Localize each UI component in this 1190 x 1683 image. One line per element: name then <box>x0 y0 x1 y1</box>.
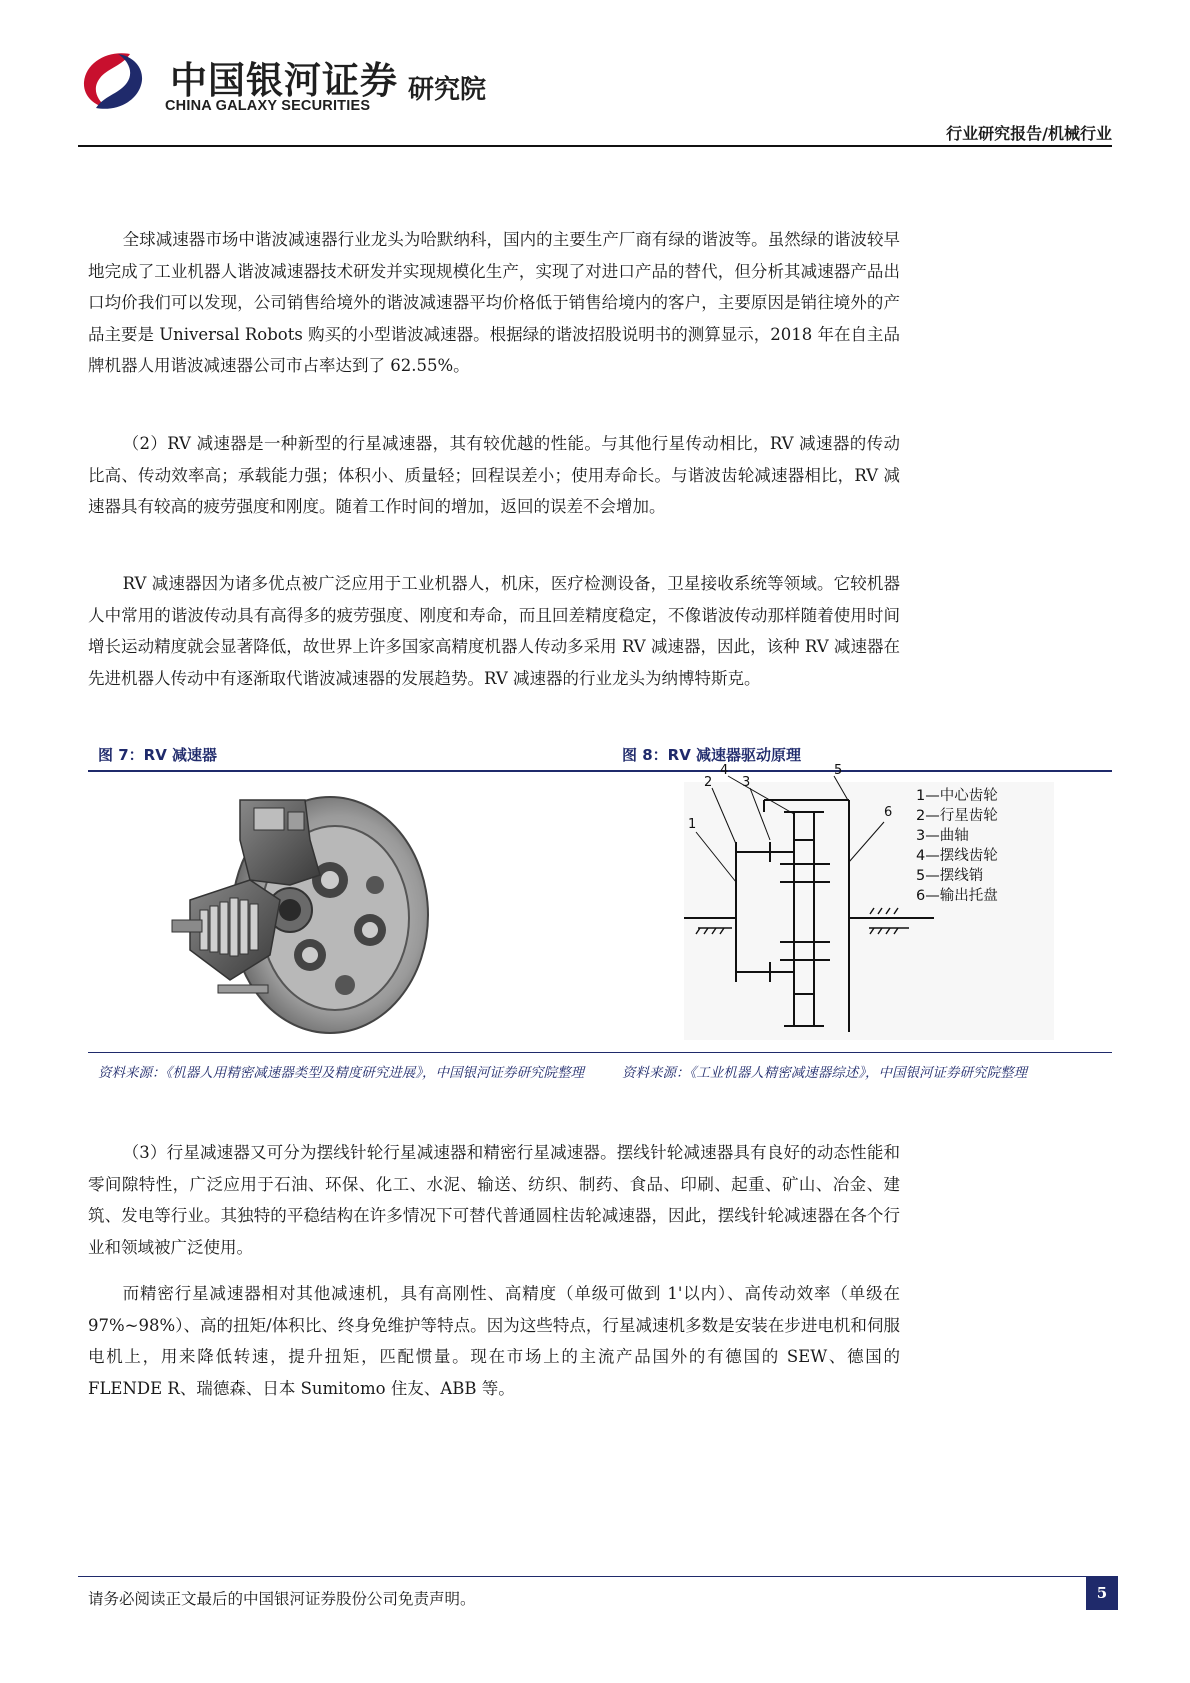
callout-6: 6 <box>884 805 893 820</box>
paragraph-rv-applications: RV 减速器因为诸多优点被广泛应用于工业机器人，机床，医疗检测设备，卫星接收系统等领域。它较机器人中常用的谐波传动具有高得多的疲劳强度、刚度和寿命，而且回差精度稳定，不像谐波传动那样随着使用时间增长运动精度就会显著降低，故世界上许多国家高精度机器人传动多采用 RV 减速器，因此，该种 RV 减速器在先进机器人传动中有逐渐取代谐波减速器的发展趋势。RV 减速器的行业龙头为纳博特斯克。 <box>88 574 900 688</box>
paragraph-rv-intro: （2）RV 减速器是一种新型的行星减速器，其有较优越的性能。与其他行星传动相比，RV 减速器的传动比高、传动效率高；承载能力强；体积小、质量轻；回程误差小；使用寿命长。与谐波齿轮减速器相比，RV 减速器具有较高的疲劳强度和刚度。随着工作时间的增加，返回的误差不会增加。 <box>88 434 900 516</box>
legend-item-6: 6—输出托盘 <box>916 888 998 904</box>
footer-disclaimer: 请务必阅读正文最后的中国银河证券股份公司免责声明。 <box>88 1590 476 1608</box>
paragraph-planetary-types: （3）行星减速器又可分为摆线针轮行星减速器和精密行星减速器。摆线针轮减速器具有良好的动态性能和零间隙特性，广泛应用于石油、环保、化工、水泥、输送、纺织、制药、食品、印刷、起重、矿山、冶金、建筑、发电等行业。其独特的平稳结构在许多情况下可替代普通圆柱齿轮减速器，因此，摆线针轮减速器在各个行业和领域被广泛使用。 <box>88 1143 900 1257</box>
logo-company-name-cn: 中国银河证券 <box>170 59 398 102</box>
rv-reducer-image <box>170 780 430 1038</box>
callout-2: 2 <box>704 775 713 790</box>
figure-7-bottom-rule <box>88 1052 628 1053</box>
figure-8-title: 图 8：RV 减速器驱动原理 <box>622 746 802 764</box>
callout-4: 4 <box>720 763 729 778</box>
figure-8-top-rule <box>612 770 1112 772</box>
callout-5: 5 <box>834 763 843 778</box>
legend-item-1: 1—中心齿轮 <box>916 788 998 804</box>
report-category: 行业研究报告/机械行业 <box>946 124 1112 143</box>
paragraph-precision-planetary: 而精密行星减速器相对其他减速机，具有高刚性、高精度（单级可做到 1'以内）、高传动效率（单级在 97%~98%）、高的扭矩/体积比、终身免维护等特点。因为这些特点，行星减速机多数是安装在步进电机和伺服电机上，用来降低转速，提升扭矩，匹配惯量。现在市场上的主流产品国外的有德国的 SEW、德国的 FLENDE R、瑞德森、日本 Sumitomo 住友、ABB 等。 <box>88 1284 900 1398</box>
legend-item-3: 3—曲轴 <box>916 828 969 844</box>
legend-item-4: 4—摆线齿轮 <box>916 848 998 864</box>
figure-7-top-rule <box>88 770 628 772</box>
page-number: 5 <box>1086 1576 1118 1610</box>
callout-1: 1 <box>688 817 697 832</box>
footer-divider <box>78 1576 1112 1577</box>
company-logo-icon <box>78 48 148 114</box>
logo-institute-name: 研究院 <box>408 75 487 105</box>
legend-item-2: 2—行星齿轮 <box>916 808 998 824</box>
legend-item-5: 5—摆线销 <box>916 868 984 884</box>
logo-company-name-en: CHINA GALAXY SECURITIES <box>165 98 371 114</box>
figure-8-bottom-rule <box>612 1052 1112 1053</box>
rv-drive-principle-diagram <box>684 763 1054 1040</box>
figure-7-title: 图 7：RV 减速器 <box>98 746 218 764</box>
callout-3: 3 <box>742 775 751 790</box>
figure-7-source: 资料来源：《机器人用精密减速器类型及精度研究进展》，中国银河证券研究院整理 <box>98 1065 584 1081</box>
paragraph-harmonic-market: 全球减速器市场中谐波减速器行业龙头为哈默纳科，国内的主要生产厂商有绿的谐波等。虽然绿的谐波较早地完成了工业机器人谐波减速器技术研发并实现规模化生产，实现了对进口产品的替代，但分析其减速器产品出口均价我们可以发现，公司销售给境外的谐波减速器平均价格低于销售给境内的客户，主要原因是销往境外的产品主要是 Universal Robots 购买的小型谐波减速器。根据绿的谐波招股说明书的测算显示，2018 年在自主品牌机器人用谐波减速器公司市占率达到了 62.55%。 <box>88 230 900 375</box>
header-divider <box>78 145 1112 147</box>
figure-8-source: 资料来源：《工业机器人精密减速器综述》，中国银河证券研究院整理 <box>622 1065 1027 1081</box>
